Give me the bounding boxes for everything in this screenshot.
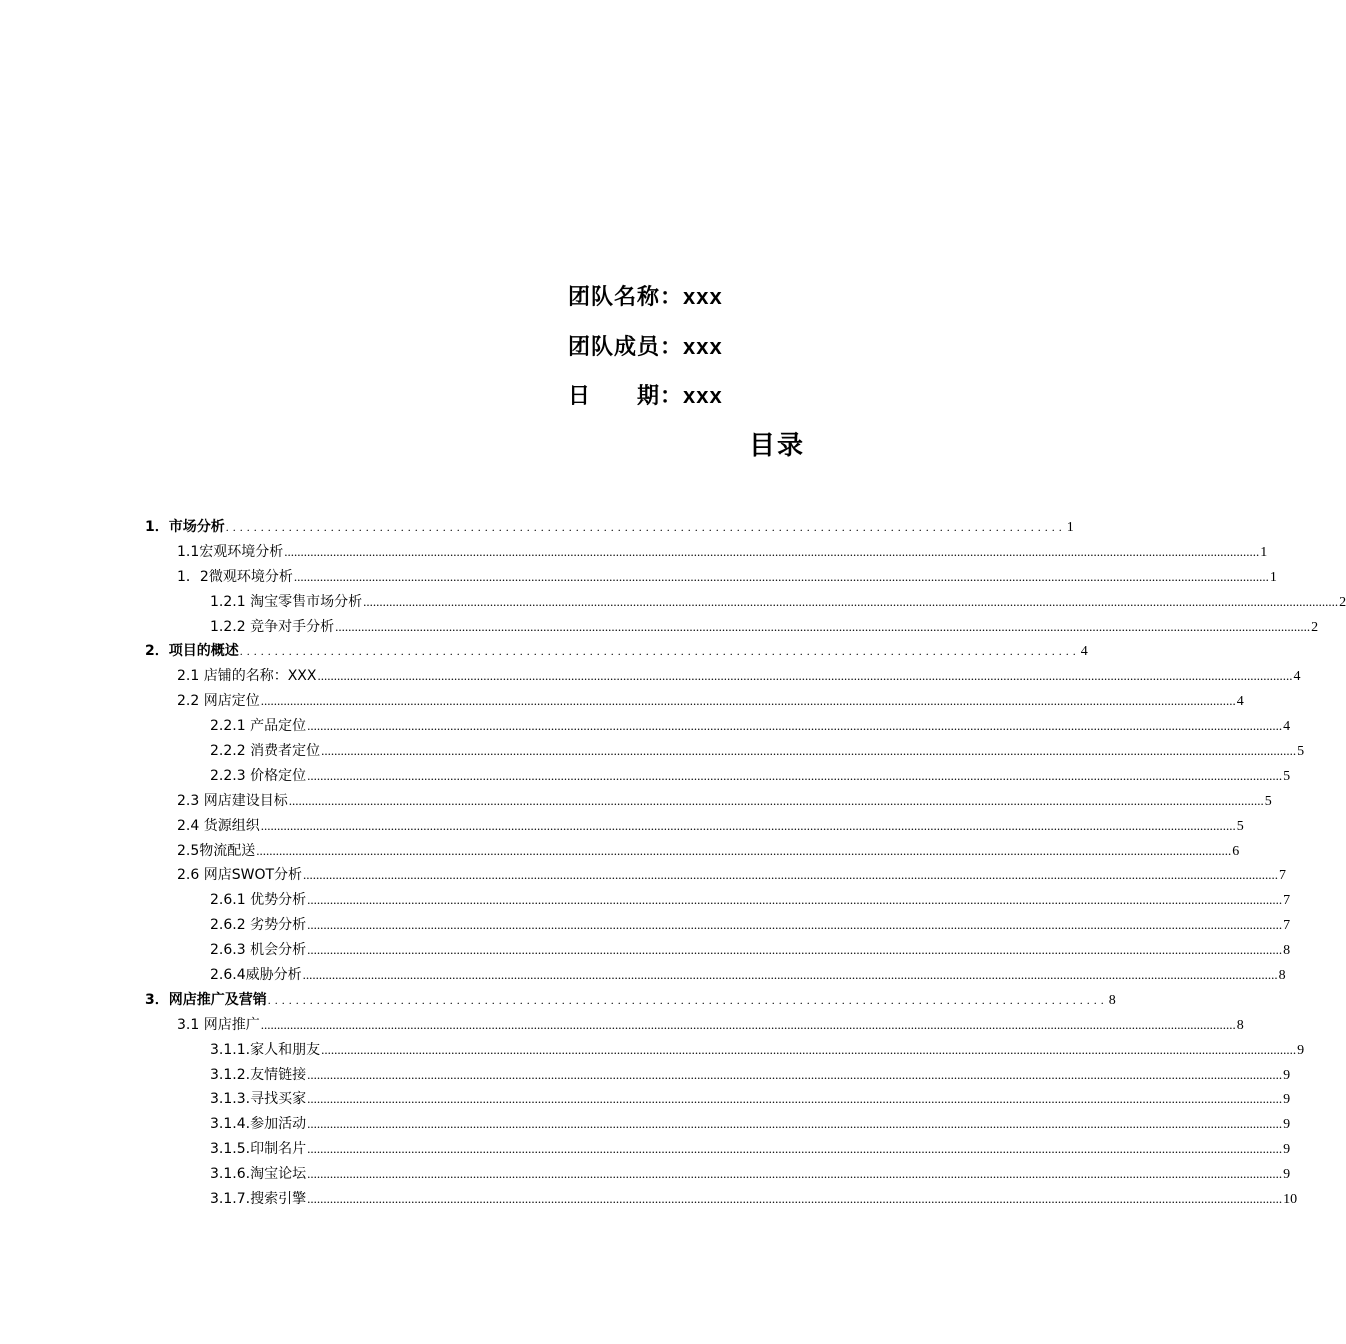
toc-dot-leader: ............................................................................................................................................................................................................................................................................................................ [302,967,1278,983]
toc-entry[interactable] [0,590,1346,615]
toc-entry-line [210,764,1291,790]
toc-entry-text: 2.2.1 产品定位 [210,718,307,735]
toc-entry-line [145,988,1116,1014]
team-name-label: 团队名称： [568,285,684,310]
toc-entry-text: 1.2.2 竞争对手分析 [210,618,335,635]
toc-entry[interactable] [0,1063,1291,1088]
toc-entry-page: 1 [1066,520,1074,535]
toc-entry-line [210,615,1319,641]
toc-entry[interactable] [0,1162,1291,1187]
table-of-contents [0,515,1346,1212]
toc-entry-page: 1 [1260,544,1268,560]
toc-entry-page: 4 [1080,644,1088,660]
toc-entry[interactable] [0,888,1291,913]
toc-dot-leader: ............................................................................................................................................................................................................................................................................................................ [293,568,1269,584]
toc-entry[interactable] [0,515,1074,540]
toc-dot-leader: ............................................................................................................................................................................................................................................................................................................ [363,593,1339,609]
toc-entry-page: 5 [1297,744,1305,760]
toc-entry[interactable] [0,1038,1305,1063]
toc-entry[interactable] [0,988,1116,1013]
toc-entry[interactable] [0,1187,1298,1212]
toc-entry-page: 9 [1283,1117,1291,1133]
toc-dot-leader: ............................................................................................................................................................................................................................................................................................................ [284,543,1260,559]
toc-entry-line [177,789,1272,815]
toc-entry-text: 3．网店推广及营销 [145,991,267,1008]
toc-entry-line [210,1187,1298,1213]
toc-entry[interactable] [0,789,1272,814]
toc-entry-line [177,664,1301,690]
toc-entry-line [210,1087,1291,1113]
toc-entry[interactable] [0,639,1088,664]
toc-entry-text: 3.1.4.参加活动 [210,1116,307,1133]
toc-entry-page: 9 [1283,1167,1291,1183]
toc-entry[interactable] [0,839,1240,864]
toc-entry-page: 2 [1311,619,1319,635]
toc-dot-leader: ............................................................................................................................................................................................................................................................................................................ [288,792,1264,808]
toc-entry-text: 2.5物流配送 [177,842,256,859]
team-members-label: 团队成员： [568,335,684,360]
toc-title: 目录 [749,431,806,461]
toc-entry-text: 2.6.3 机会分析 [210,942,307,959]
toc-entry-line [210,1112,1291,1138]
toc-entry-text: 2.2.3 价格定位 [210,767,307,784]
toc-entry[interactable] [0,764,1291,789]
toc-entry[interactable] [0,1013,1244,1038]
toc-entry-text: 3.1.6.淘宝论坛 [210,1166,307,1183]
toc-entry[interactable] [0,814,1244,839]
toc-entry-line [177,689,1244,715]
toc-dot-leader: ............................................................................................................................................................................................................................................................................................................ [307,1166,1283,1182]
toc-dot-leader: ............................................................................................................................................................................................................................................................................................................ [256,842,1232,858]
toc-entry-page: 5 [1283,768,1291,784]
toc-dot-leader: ............................................................................................................................................................................................................................................................................................................ [307,1091,1283,1107]
toc-entry-page: 8 [1278,968,1286,984]
toc-entry[interactable] [0,664,1301,689]
toc-entry-text: 3.1.2.友情链接 [210,1066,307,1083]
toc-entry-line [210,888,1291,914]
toc-entry[interactable] [0,938,1291,963]
toc-dot-leader: ............................................................................................................................................................................................................................................................................................................ [335,618,1311,634]
toc-entry[interactable] [0,863,1287,888]
toc-entry-page: 9 [1297,1042,1305,1058]
toc-entry-page: 8 [1283,943,1291,959]
toc-entry-page: 5 [1236,818,1244,834]
date-value: xxx [683,383,723,408]
toc-dot-leader: ............................................................................................................................................................................................................................................................................................................ [307,1141,1283,1157]
toc-entry[interactable] [0,615,1319,640]
toc-entry[interactable] [0,689,1244,714]
toc-entry-text: 2.3 网店建设目标 [177,792,288,809]
toc-dot-leader: ............................................................................................................................................................................................................................................................................................................ [307,767,1283,783]
toc-dot-leader: ............................................................................................................................................................................................................................................................................................................ [307,1191,1283,1207]
toc-entry[interactable] [0,1112,1291,1137]
toc-entry-line [145,639,1088,665]
toc-dot-leader: ............................................................................................................................................................................................................................................................................................................ [260,693,1236,709]
toc-entry-text: 3.1.1.家人和朋友 [210,1041,321,1058]
toc-dot-leader: ........................................................................................................................ [267,992,1108,1007]
toc-entry-text: 3.1.7.搜索引擎 [210,1191,307,1208]
toc-entry-text: 2.1 店铺的名称：XXX [177,668,317,685]
toc-dot-leader: ............................................................................................................................................................................................................................................................................................................ [307,1116,1283,1132]
team-name-value: xxx [683,284,723,309]
toc-entry-text: 2.2.2 消费者定位 [210,743,321,760]
toc-entry[interactable] [0,1087,1291,1112]
toc-dot-leader: ............................................................................................................................................................................................................................................................................................................ [307,892,1283,908]
toc-dot-leader: ............................................................................................................................................................................................................................................................................................................ [260,1016,1236,1032]
toc-entry-text: 2.4 货源组织 [177,817,260,834]
toc-entry-line [177,814,1244,840]
toc-entry[interactable] [0,739,1305,764]
toc-entry-page: 9 [1283,1142,1291,1158]
toc-entry-text: 3.1 网店推广 [177,1016,260,1033]
toc-entry-line [210,739,1305,765]
toc-entry-text: 1.1宏观环境分析 [177,543,284,560]
toc-dot-leader: ............................................................................................................................................................................................................................................................................................................ [307,942,1283,958]
toc-entry-page: 2 [1339,594,1346,610]
toc-entry-page: 1 [1269,569,1277,585]
toc-entry-page: 10 [1283,1192,1298,1208]
toc-entry-line [210,1038,1305,1064]
toc-entry[interactable] [0,565,1277,590]
toc-dot-leader: ............................................................................................................................................................................................................................................................................................................ [321,743,1297,759]
toc-entry[interactable] [0,913,1291,938]
toc-entry-text: 2.6.1 优势分析 [210,892,307,909]
toc-entry-text: 1.2.1 淘宝零售市场分析 [210,593,363,610]
toc-entry-page: 9 [1283,1067,1291,1083]
toc-dot-leader: ............................................................................................................................................................................................................................................................................................................ [260,817,1236,833]
toc-entry-text: 2.6.2 劣势分析 [210,917,307,934]
toc-entry-page: 7 [1283,918,1291,934]
toc-entry-line [145,515,1074,541]
toc-entry-line [210,1162,1291,1188]
toc-entry-page: 5 [1264,793,1272,809]
toc-entry-line [177,565,1277,591]
toc-entry-line [177,540,1268,566]
toc-dot-leader: ........................................................................................................................ [225,520,1066,534]
toc-entry[interactable] [0,540,1268,565]
toc-entry-line [210,913,1291,939]
toc-entry-text: 2.6 网店SWOT分析 [177,867,303,884]
toc-dot-leader: ............................................................................................................................................................................................................................................................................................................ [303,867,1279,883]
toc-entry-text: 1．2微观环境分析 [177,568,293,585]
toc-dot-leader: ............................................................................................................................................................................................................................................................................................................ [317,668,1293,684]
toc-entry-line [177,863,1287,889]
toc-entry-line [210,963,1286,989]
toc-entry-line [210,714,1291,740]
toc-entry-page: 4 [1293,669,1301,685]
toc-entry-page: 7 [1279,868,1287,884]
date-line [568,379,723,410]
toc-entry-line [210,590,1346,616]
toc-dot-leader: ............................................................................................................................................................................................................................................................................................................ [307,1066,1283,1082]
date-label: 日 期： [568,384,684,409]
toc-entry-line [210,1063,1291,1089]
toc-entry-page: 8 [1236,1017,1244,1033]
toc-entry-page: 4 [1236,694,1244,710]
toc-entry-page: 8 [1108,992,1116,1008]
toc-entry-page: 9 [1283,1092,1291,1108]
toc-entry-page: 4 [1283,719,1291,735]
toc-entry-line [210,938,1291,964]
toc-entry[interactable] [0,714,1291,739]
toc-entry-page: 7 [1283,893,1291,909]
toc-entry-line [177,1013,1244,1039]
toc-dot-leader: ............................................................................................................................................................................................................................................................................................................ [321,1041,1297,1057]
toc-entry-text: 2.6.4威胁分析 [210,967,302,984]
toc-entry-line [210,1137,1291,1163]
toc-dot-leader: ............................................................................................................................................................................................................................................................................................................ [307,917,1283,933]
toc-entry-line [177,839,1240,865]
toc-entry[interactable] [0,963,1286,988]
toc-entry-text: 2.2 网店定位 [177,693,260,710]
toc-entry-text: 3.1.5.印制名片 [210,1141,307,1158]
toc-dot-leader: ............................................................................................................................................................................................................................................................................................................ [307,718,1283,734]
toc-entry[interactable] [0,1137,1291,1162]
toc-entry-page: 6 [1232,843,1240,859]
team-name-line [568,280,723,311]
team-members-value: xxx [683,334,723,359]
toc-entry-text: 1．市场分析 [145,519,225,535]
team-members-line [568,330,723,361]
toc-entry-text: 3.1.3.寻找买家 [210,1091,307,1108]
toc-entry-text: 2．项目的概述 [145,643,239,660]
toc-dot-leader: ........................................................................................................................ [239,644,1080,659]
